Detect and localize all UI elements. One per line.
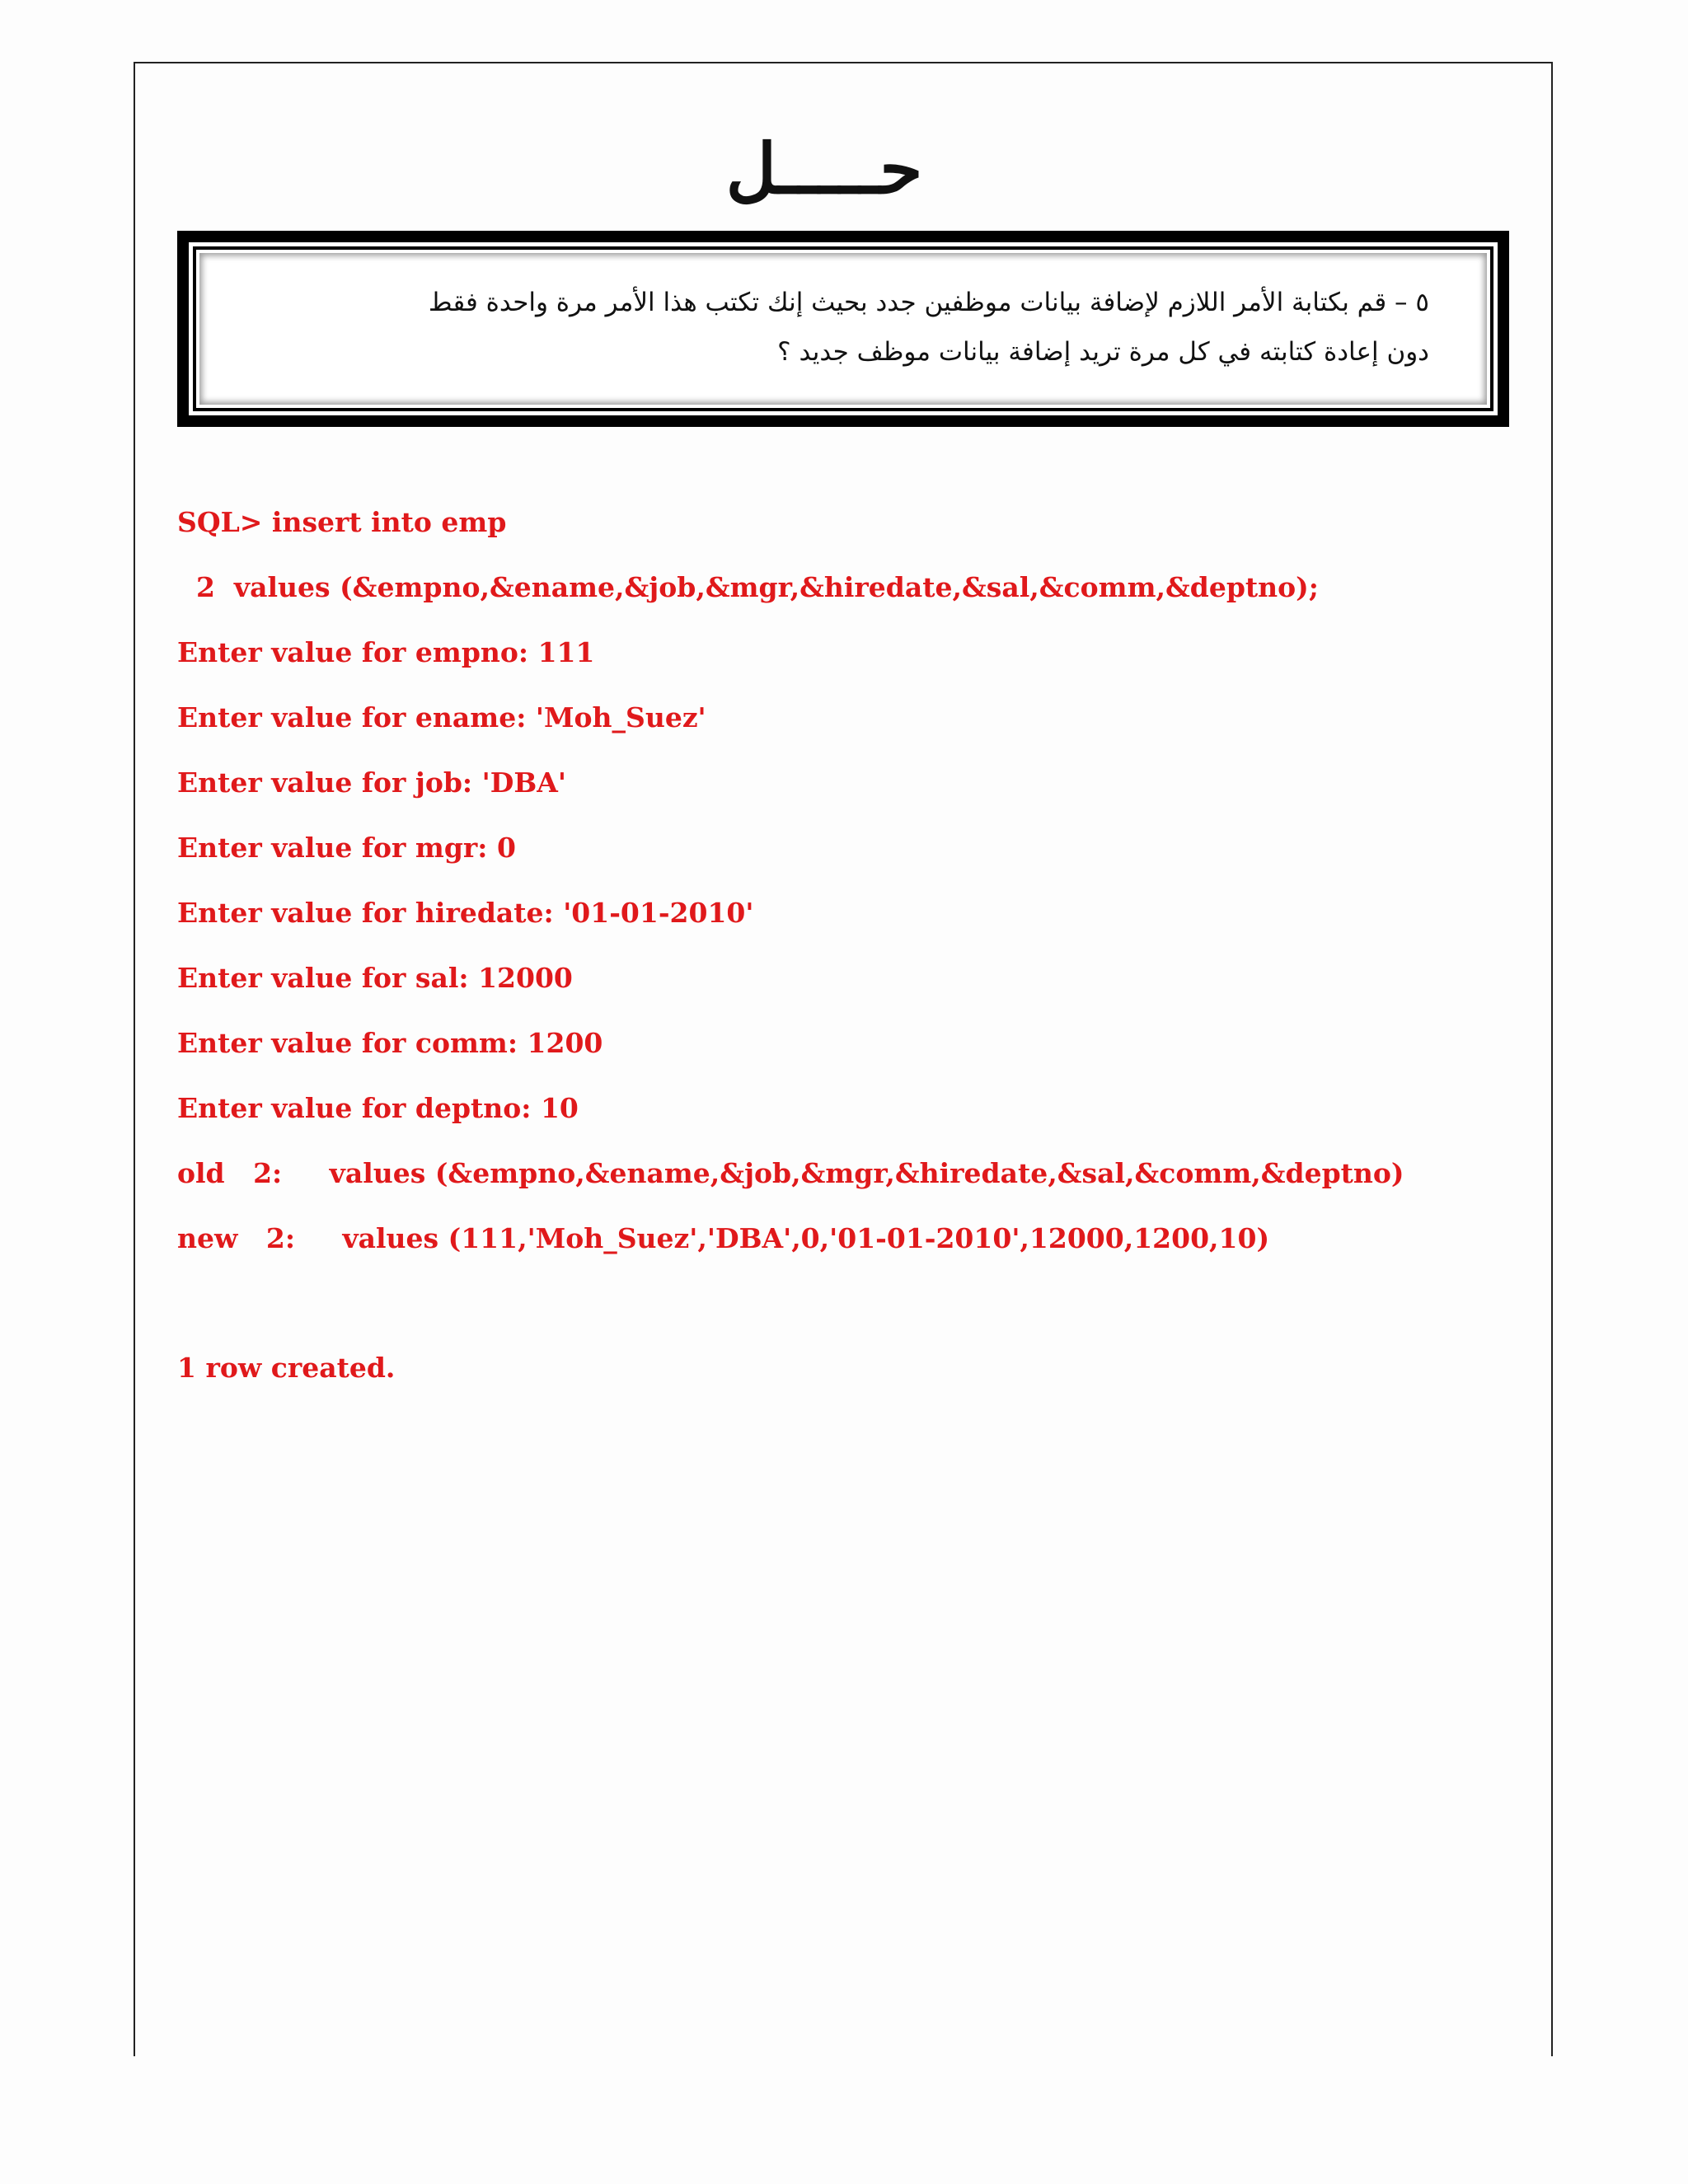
sql-input-hiredate: Enter value for hiredate: '01-01-2010': [177, 897, 754, 929]
question-box-inner: [189, 242, 1498, 415]
sql-input-empno: Enter value for empno: 111: [177, 636, 595, 668]
sql-old-line: old 2: values (&empno,&ename,&job,&mgr,&hiredate,&sal,&comm,&deptno): [177, 1157, 1404, 1189]
question-box-border: [193, 246, 1493, 411]
sql-input-deptno: Enter value for deptno: 10: [177, 1092, 579, 1124]
sql-result-line: 1 row created.: [177, 1352, 396, 1384]
sql-values-line: 2 values (&empno,&ename,&job,&mgr,&hiredate,&sal,&comm,&deptno);: [177, 571, 1319, 603]
question-line-1: ٥ – قم بكتابة الأمر اللازم لإضافة بيانات موظفين جدد بحيث إنك تكتب هذا الأمر مرة واحدة فقط: [428, 288, 1429, 317]
sql-input-ename: Enter value for ename: 'Moh_Suez': [177, 701, 706, 733]
sql-input-sal: Enter value for sal: 12000: [177, 962, 573, 994]
question-line-2: دون إعادة كتابته في كل مرة تريد إضافة بيانات موظف جديد ؟: [777, 337, 1429, 367]
sql-input-comm: Enter value for comm: 1200: [177, 1027, 603, 1059]
sql-prompt-line: SQL> insert into emp: [177, 506, 507, 538]
question-box: [177, 231, 1509, 427]
sql-input-mgr: Enter value for mgr: 0: [177, 832, 516, 864]
solution-heading: حـــــل: [725, 128, 923, 209]
sql-input-job: Enter value for job: 'DBA': [177, 766, 566, 799]
question-text: [199, 253, 1487, 405]
sql-new-line: new 2: values (111,'Moh_Suez','DBA',0,'01-01-2010',12000,1200,10): [177, 1222, 1270, 1254]
